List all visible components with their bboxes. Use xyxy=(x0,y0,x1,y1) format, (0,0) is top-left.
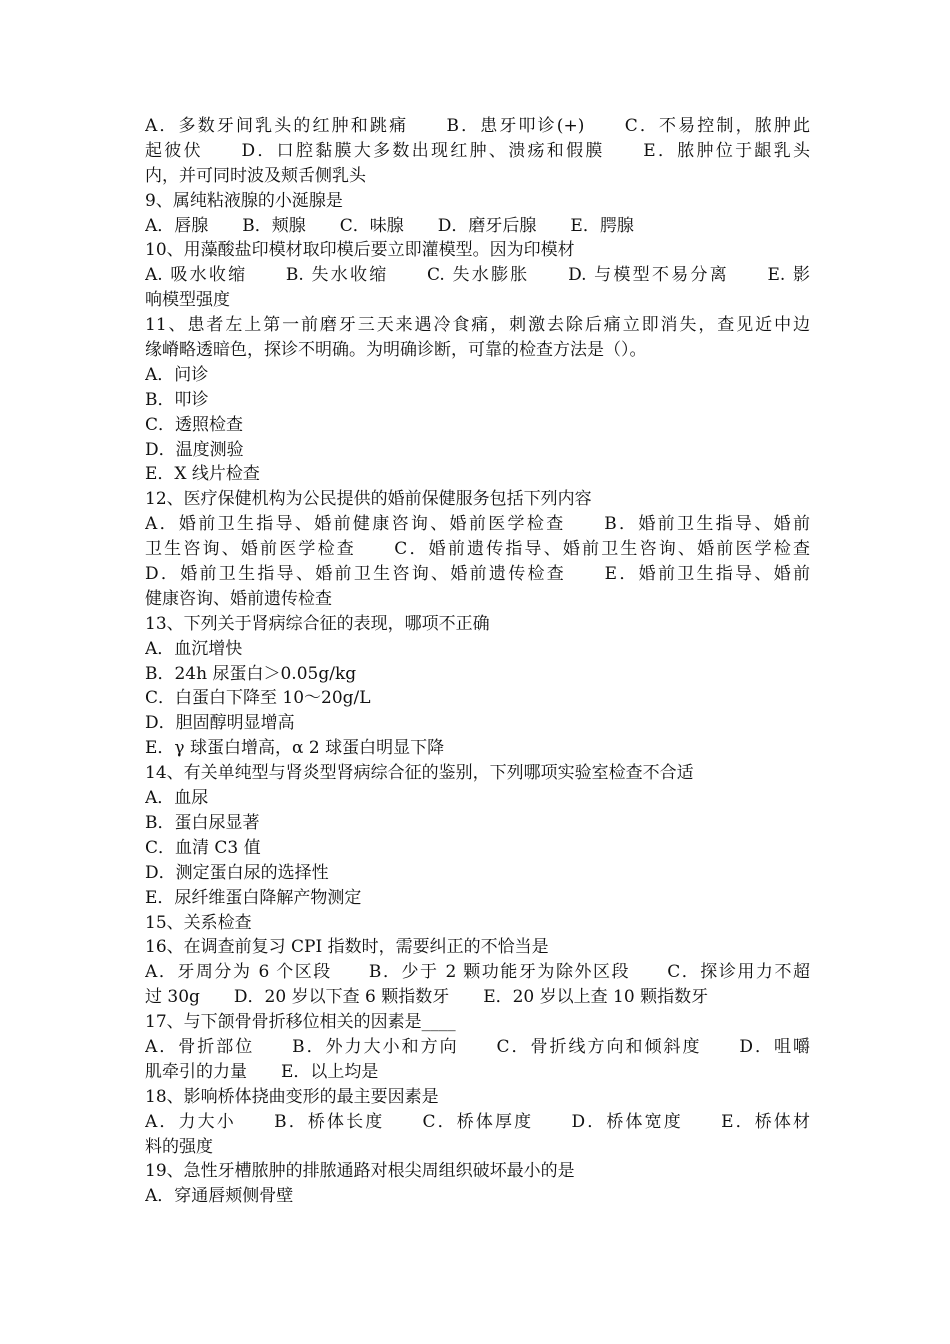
text-line: 起彼伏 D．口腔黏膜大多数出现红肿、溃疡和假膜 E．脓肿位于龈乳头 xyxy=(145,140,810,161)
text-line: 10、用藻酸盐印模材取印模后要立即灌模型。因为印模材 xyxy=(145,240,575,261)
text-line: A．血沉增快 xyxy=(145,638,243,659)
document-page xyxy=(145,114,810,1209)
text-line: 9、属纯粘液腺的小涎腺是 xyxy=(145,190,343,211)
text-line: D．测定蛋白尿的选择性 xyxy=(145,862,329,883)
text-line: 16、在调查前复习 CPI 指数时，需要纠正的不恰当是 xyxy=(145,937,549,958)
text-line: 18、影响桥体挠曲变形的最主要因素是 xyxy=(145,1086,439,1107)
text-line: A．血尿 xyxy=(145,788,209,809)
text-line: A．问诊 xyxy=(145,364,209,385)
text-line: C．白蛋白下降至 10～20g/L xyxy=(145,688,371,709)
text-line: 15、关系检查 xyxy=(145,912,252,933)
text-line: 肌牵引的力量 E．以上均是 xyxy=(145,1061,379,1082)
text-line: C．血清 C3 值 xyxy=(145,837,261,858)
text-line: D．温度测验 xyxy=(145,439,244,460)
text-line: A．多数牙间乳头的红肿和跳痛 B．患牙叩诊(+) C．不易控制，脓肿此 xyxy=(145,116,810,136)
text-line: A．力大小 B．桥体长度 C．桥体厚度 D．桥体宽度 E．桥体材 xyxy=(145,1111,810,1132)
text-line: 17、与下颌骨骨折移位相关的因素是____ xyxy=(145,1012,456,1033)
text-line: E．尿纤维蛋白降解产物测定 xyxy=(145,887,362,908)
text-line: 料的强度 xyxy=(145,1136,213,1157)
text-line: 缘嵴略透暗色，探诊不明确。为明确诊断，可靠的检查方法是（）。 xyxy=(145,340,647,361)
text-line: 12、医疗保健机构为公民提供的婚前保健服务包括下列内容 xyxy=(145,489,592,510)
text-line: A．骨折部位 B．外力大小和方向 C．骨折线方向和倾斜度 D．咀嚼 xyxy=(145,1036,810,1057)
text-line: 11、患者左上第一前磨牙三天来遇冷食痛，刺激去除后痛立即消失，查见近中边 xyxy=(145,315,810,336)
text-line: D．胆固醇明显增高 xyxy=(145,713,295,734)
text-line: E．X 线片检查 xyxy=(145,464,260,485)
text-line: A．唇腺 B．颊腺 C．味腺 D．磨牙后腺 E．腭腺 xyxy=(145,215,634,236)
text-line: A．婚前卫生指导、婚前健康咨询、婚前医学检查 B．婚前卫生指导、婚前 xyxy=(145,514,810,535)
text-line: 过 30g D．20 岁以下查 6 颗指数牙 E．20 岁以上查 10 颗指数牙 xyxy=(145,987,709,1008)
text-line: 14、有关单纯型与肾炎型肾病综合征的鉴别，下列哪项实验室检查不合适 xyxy=(145,763,694,784)
text-line: B．蛋白尿显著 xyxy=(145,812,260,833)
text-line: C．透照检查 xyxy=(145,414,244,435)
text-line: 内，并可同时波及颊舌侧乳头 xyxy=(145,165,366,186)
text-line: 健康咨询、婚前遗传检查 xyxy=(145,588,332,609)
text-line: 响模型强度 xyxy=(145,290,230,311)
text-line: B．叩诊 xyxy=(145,389,209,410)
text-line: D．婚前卫生指导、婚前卫生咨询、婚前遗传检查 E．婚前卫生指导、婚前 xyxy=(145,564,810,585)
text-line: A．穿通唇颊侧骨壁 xyxy=(145,1186,294,1207)
text-line: 13、下列关于肾病综合征的表现，哪项不正确 xyxy=(145,613,490,634)
text-line: 19、急性牙槽脓肿的排脓通路对根尖周组织破坏最小的是 xyxy=(145,1161,575,1182)
text-line: A. 吸水收缩 B. 失水收缩 C. 失水膨胀 D. 与模型不易分离 E. 影 xyxy=(145,265,810,286)
text-line: A．牙周分为 6 个区段 B．少于 2 颗功能牙为除外区段 C．探诊用力不超 xyxy=(145,962,810,983)
text-line: E．γ 球蛋白增高，α 2 球蛋白明显下降 xyxy=(145,738,445,759)
text-line: 卫生咨询、婚前医学检查 C．婚前遗传指导、婚前卫生咨询、婚前医学检查 xyxy=(145,539,810,560)
text-line: B．24h 尿蛋白＞0.05g/kg xyxy=(145,663,357,684)
